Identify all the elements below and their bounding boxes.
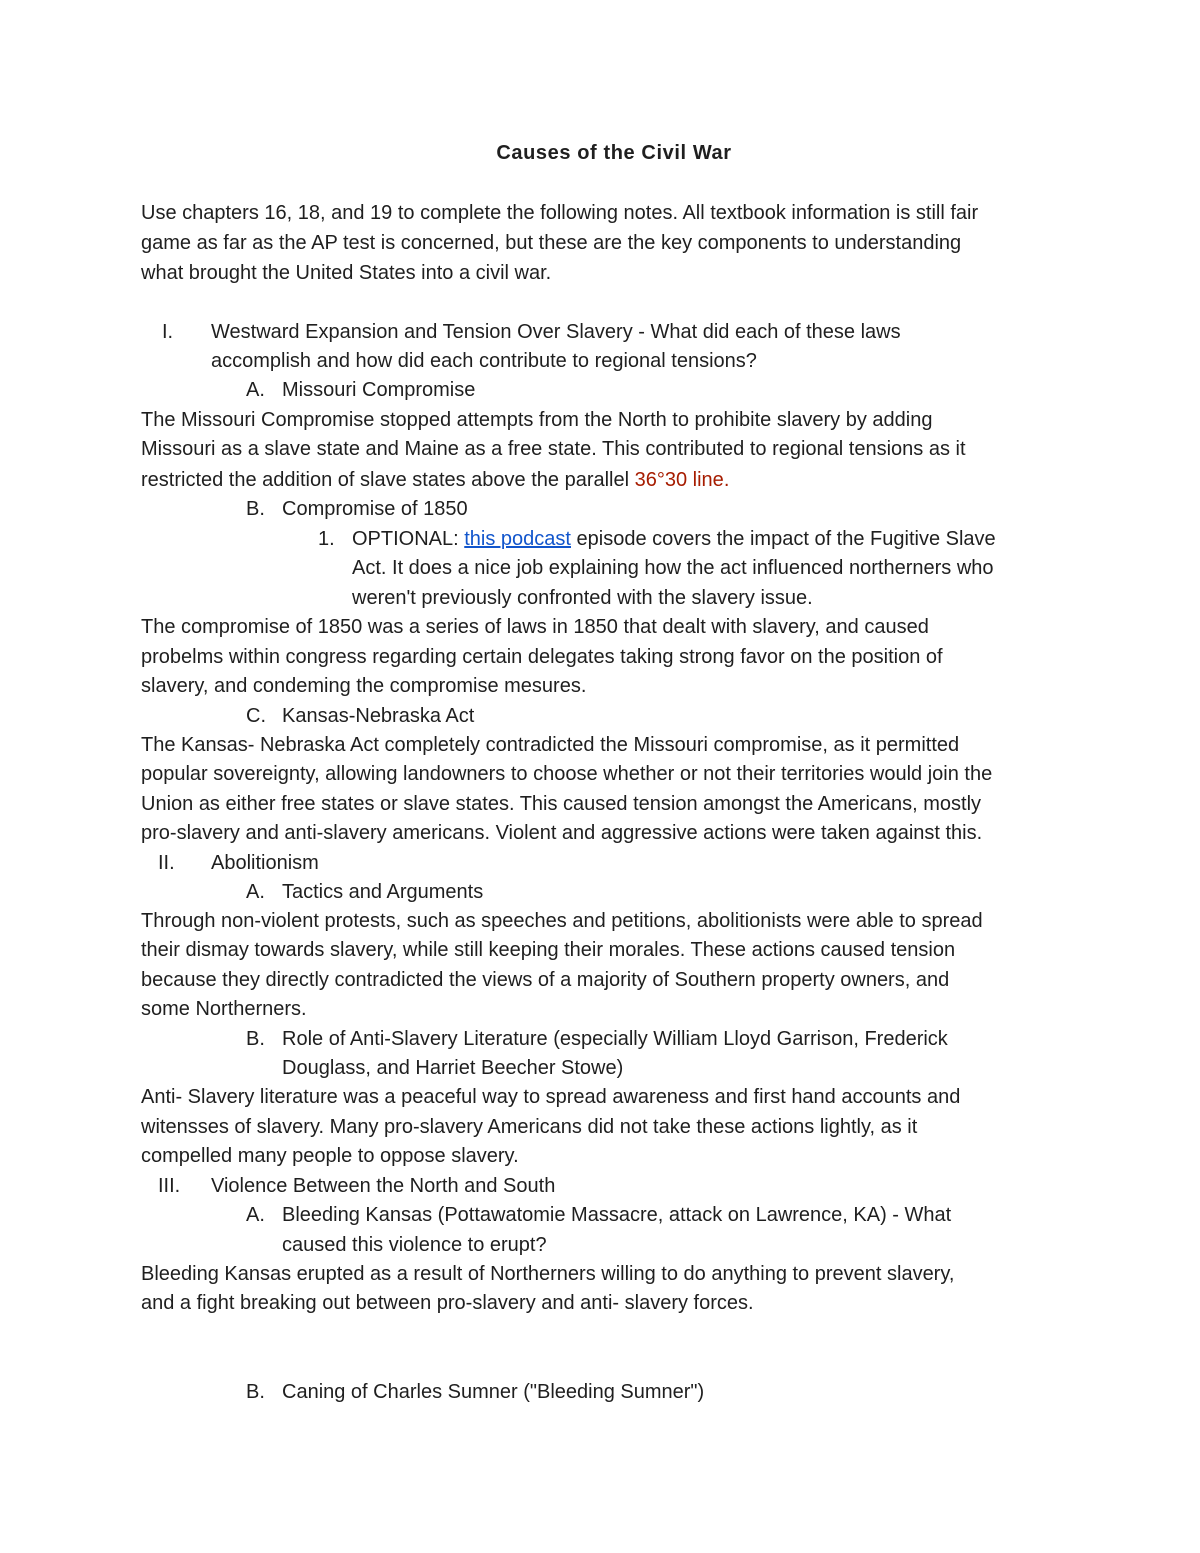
section-3a-answer-line-1: Bleeding Kansas erupted as a result of Northerners willing to do anything to prevent slavery, [141,1263,955,1285]
section-1b-label: Compromise of 1850 [282,498,468,520]
section-1a-answer-highlight: 36°30 line [634,469,724,491]
section-2b-answer-line-2: witensses of slavery. Many pro-slavery Americans did not take these actions lightly, as it [141,1116,918,1138]
section-1a-answer-prefix: restricted the addition of slave states above the parallel [141,469,635,491]
intro-line-1: Use chapters 16, 18, and 19 to complete the following notes. All textbook information is still fair [141,202,979,224]
section-2b-label-line-1: Role of Anti-Slavery Literature (especially William Lloyd Garrison, Frederick [282,1028,948,1050]
section-2-heading: Abolitionism [211,852,319,874]
section-1b-letter: B. [246,498,265,520]
section-1-heading-line-1: Westward Expansion and Tension Over Slavery - What did each of these laws [211,321,901,343]
section-3a-answer-line-2: and a fight breaking out between pro-slavery and anti- slavery forces. [141,1292,754,1314]
section-2a-letter: A. [246,881,265,903]
section-1-numeral: I. [162,321,174,343]
section-2b-answer-line-1: Anti- Slavery literature was a peaceful way to spread awareness and first hand accounts and [141,1086,961,1108]
section-3a-label-line-2: caused this violence to erupt? [282,1234,547,1256]
section-1b-sub-line-2: Act. It does a nice job explaining how the act influenced northerners who [352,557,994,579]
section-2b-label-line-2: Douglass, and Harriet Beecher Stowe) [282,1057,624,1079]
section-1c-answer-line-2: popular sovereignty, allowing landowners to choose whether or not their territories would join the [141,763,993,785]
section-3b-label: Caning of Charles Sumner ("Bleeding Sumner") [282,1381,705,1403]
section-2a-answer-line-4: some Northerners. [141,998,307,1020]
section-3a-label-line-1: Bleeding Kansas (Pottawatomie Massacre, attack on Lawrence, KA) - What [282,1204,952,1226]
page-title: Causes of the Civil War [496,142,732,164]
section-2a-answer-line-2: their dismay towards slavery, while still keeping their morales. These actions caused tension [141,939,956,961]
section-3-numeral: III. [158,1175,181,1197]
section-1b-sub-line-1 [352,524,996,554]
section-1-heading-line-2: accomplish and how did each contribute to regional tensions? [211,350,757,372]
section-2a-answer-line-3: because they directly contradicted the views of a majority of Southern property owners, and [141,969,950,991]
section-3-heading: Violence Between the North and South [211,1175,556,1197]
section-1c-answer-line-1: The Kansas- Nebraska Act completely contradicted the Missouri compromise, as it permitted [141,734,960,756]
section-1c-label: Kansas-Nebraska Act [282,705,475,727]
podcast-link[interactable]: this podcast [464,528,571,550]
section-1b-sub-suffix: episode covers the impact of the Fugitive Slave [570,528,996,550]
section-1b-sub-prefix: OPTIONAL: [352,528,465,550]
section-3a-letter: A. [246,1204,265,1226]
section-1b-answer-line-2: probelms within congress regarding certain delegates taking strong favor on the position of [141,646,943,668]
section-1a-letter: A. [246,379,265,401]
section-1b-answer-line-3: slavery, and condeming the compromise mesures. [141,675,587,697]
section-1a-answer-line-1: The Missouri Compromise stopped attempts from the North to prohibite slavery by adding [141,409,933,431]
section-1c-answer-line-4: pro-slavery and anti-slavery americans. Violent and aggressive actions were taken against this. [141,822,983,844]
section-1b-sub-line-3: weren't previously confronted with the slavery issue. [352,587,813,609]
section-1a-answer-line-2: Missouri as a slave state and Maine as a free state. This contributed to regional tensions as it [141,438,966,460]
section-1c-letter: C. [246,705,266,727]
intro-line-3: what brought the United States into a civil war. [141,262,552,284]
section-1a-answer-line-3 [141,465,729,495]
section-3b-letter: B. [246,1381,265,1403]
section-1c-answer-line-3: Union as either free states or slave states. This caused tension amongst the Americans, mostly [141,793,982,815]
section-1a-label: Missouri Compromise [282,379,476,401]
section-2b-letter: B. [246,1028,265,1050]
intro-line-2: game as far as the AP test is concerned, but these are the key components to understanding [141,232,962,254]
section-1b-answer-line-1: The compromise of 1850 was a series of laws in 1850 that dealt with slavery, and caused [141,616,929,638]
section-2a-answer-line-1: Through non-violent protests, such as speeches and petitions, abolitionists were able to spread [141,910,983,932]
section-2a-label: Tactics and Arguments [282,881,484,903]
section-2b-answer-line-3: compelled many people to oppose slavery. [141,1145,519,1167]
section-1a-answer-suffix: . [723,469,730,491]
section-1b-sub-number: 1. [318,528,335,550]
section-2-numeral: II. [158,852,175,874]
